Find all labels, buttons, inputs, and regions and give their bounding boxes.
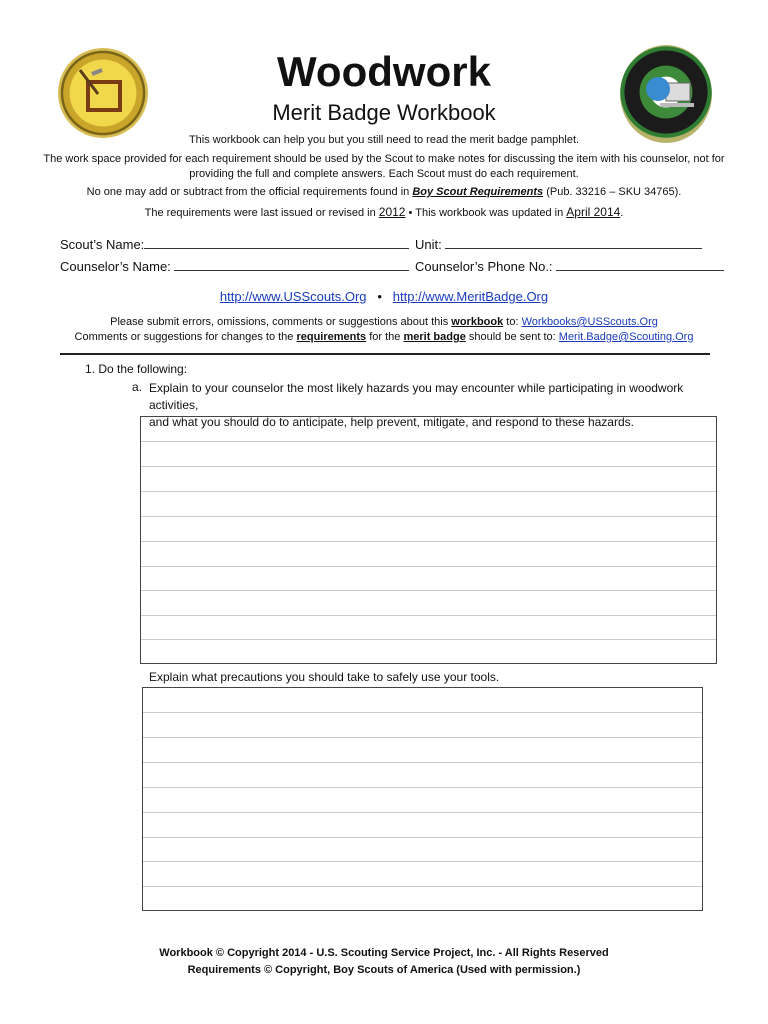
instructions-line-1: The work space provided for each requirement should be used by the Scout to make notes for discussing the item with his counselor, not for [43, 153, 725, 165]
counselor-name-field[interactable] [60, 258, 409, 274]
counselor-name-line[interactable] [174, 258, 409, 271]
updated-date: April 2014 [566, 205, 621, 219]
meritbadge-email-link[interactable]: Merit.Badge@Scouting.Org [558, 331, 694, 343]
counselor-name-label: Counselor’s Name: [60, 259, 171, 274]
revision-text: The requirements were last issued or revised in [144, 207, 379, 219]
period: . [620, 207, 624, 219]
counselor-phone-field[interactable] [415, 258, 724, 274]
footer-copyright-workbook: Workbook © Copyright 2014 - U.S. Scouting Service Project, Inc. - All Rights Reserved [159, 947, 609, 959]
to-text: to: [503, 316, 522, 328]
intro-line: This workbook can help you but you still need to read the merit badge pamphlet. [188, 134, 580, 146]
merit-badge-word: merit badge [403, 331, 466, 343]
requirement-1a-line-1: Explain to your counselor the most likely hazards you may encounter while participating in woodwork activities, [149, 381, 684, 412]
unit-field[interactable] [415, 236, 702, 252]
requirements-word: requirements [296, 331, 367, 343]
updated-text: • This workbook was updated in [405, 207, 567, 219]
official-requirements-text: No one may add or subtract from the official requirements found in [86, 186, 413, 198]
revision-line [0, 204, 768, 221]
section-divider [60, 353, 710, 355]
usscouts-link[interactable]: http://www.USScouts.Org [219, 289, 367, 304]
book-title: Boy Scout Requirements [412, 186, 544, 198]
answer-box-hazards[interactable] [140, 416, 717, 664]
workbooks-email-link[interactable]: Workbooks@USScouts.Org [521, 316, 658, 328]
scout-name-line[interactable] [144, 236, 409, 249]
answer-box-precautions[interactable] [142, 687, 703, 911]
pub-number: (Pub. 33216 – SKU 34765). [543, 186, 682, 198]
errors-contact-line [0, 314, 768, 330]
scout-name-label: Scout’s Name: [60, 237, 145, 252]
counselor-phone-line[interactable] [556, 258, 724, 271]
unit-line[interactable] [445, 236, 702, 249]
official-requirements-line [0, 184, 768, 200]
comments-text: Comments or suggestions for changes to the [74, 331, 297, 343]
page-subtitle: Merit Badge Workbook [272, 100, 496, 125]
counselor-phone-label: Counselor’s Phone No.: [415, 259, 553, 274]
requirements-contact-line [0, 329, 768, 345]
requirement-1: 1. Do the following: [85, 362, 188, 376]
meritbadge-link[interactable]: http://www.MeritBadge.Org [392, 289, 549, 304]
precautions-prompt: Explain what precautions you should take to safely use your tools. [149, 670, 500, 684]
page-title: Woodwork [277, 48, 491, 95]
instructions-line-2: providing the full and complete answers. Each Scout must do each requirement. [189, 168, 579, 180]
workbook-word: workbook [451, 316, 504, 328]
website-links [0, 289, 768, 304]
scout-name-field[interactable] [60, 236, 409, 252]
sent-to-text: should be sent to: [465, 331, 559, 343]
for-the-text: for the [366, 331, 404, 343]
revision-year: 2012 [378, 205, 406, 219]
requirement-1a-label: a. [132, 380, 143, 394]
footer-copyright-requirements: Requirements © Copyright, Boy Scouts of America (Used with permission.) [187, 964, 581, 976]
link-separator: • [377, 289, 382, 304]
errors-text: Please submit errors, omissions, comments or suggestions about this [110, 316, 452, 328]
unit-label: Unit: [415, 237, 442, 252]
requirement-1a-line-2: and what you should do to anticipate, help prevent, mitigate, and respond to these hazards. [149, 415, 634, 429]
